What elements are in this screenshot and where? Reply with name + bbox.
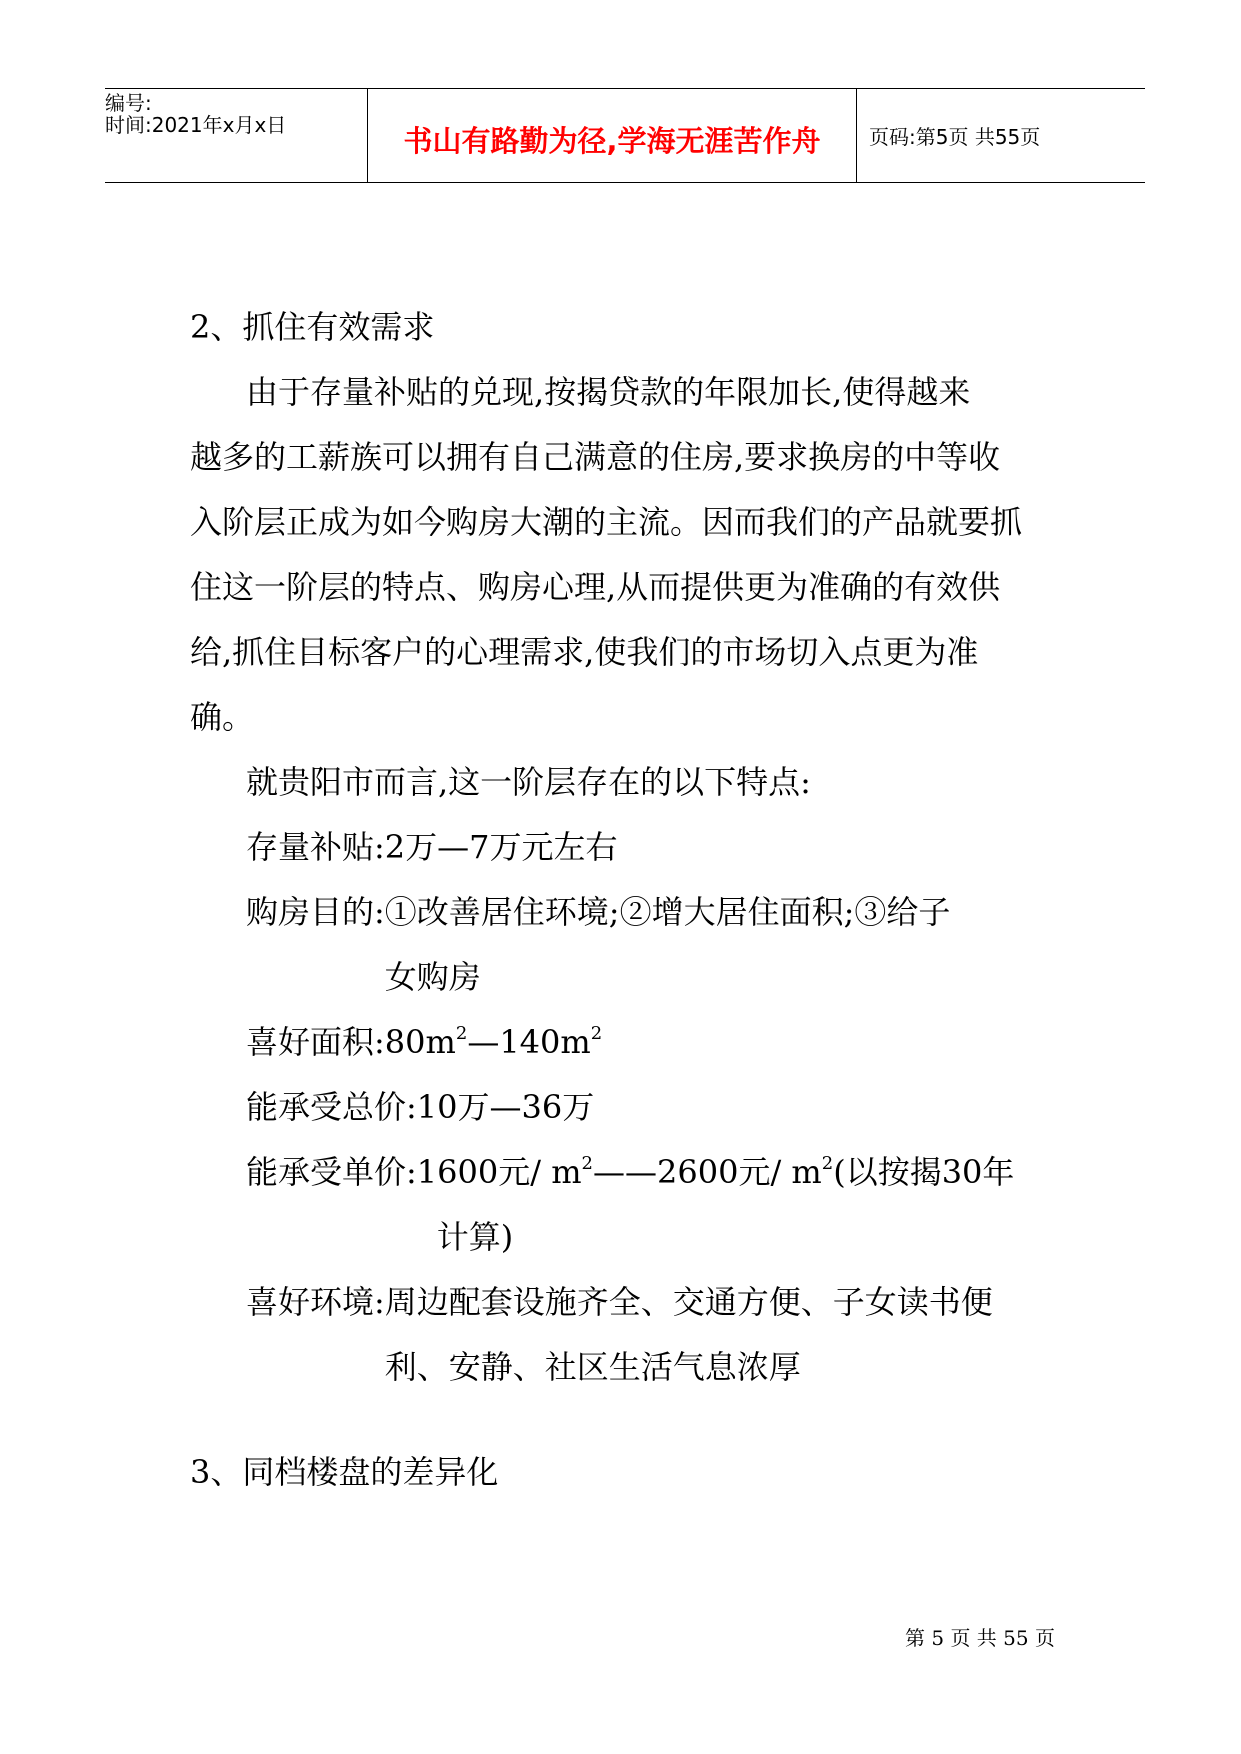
paragraph-line: 入阶层正成为如今购房大潮的主流。因而我们的产品就要抓 (190, 503, 1023, 541)
unit-price-line1 (417, 1140, 1070, 1205)
unit-price-part2: ——2600元/ m (593, 1153, 822, 1191)
purpose-value-line1: ①改善居住环境;②增大居住面积;③给子 (384, 893, 951, 931)
paragraph-line: 越多的工薪族可以拥有自己满意的住房,要求换房的中等收 (190, 438, 1001, 476)
area-superscript: 2 (455, 1023, 468, 1044)
purpose-item (190, 880, 1070, 1010)
subsidy-item (190, 815, 1070, 880)
section-2-heading: 2、抓住有效需求 (190, 308, 435, 346)
environment-value-line2: 利、安静、社区生活气息浓厚 (384, 1348, 801, 1386)
total-price-item (190, 1075, 1070, 1140)
area-item (190, 1010, 1070, 1075)
purpose-value-line2: 女购房 (384, 958, 481, 996)
paragraph-line: 由于存量补贴的兑现,按揭贷款的年限加长,使得越来 (246, 373, 971, 411)
unit-price-label: 能承受单价: (246, 1153, 417, 1191)
header-motto-cell (367, 89, 857, 182)
environment-item (190, 1270, 1070, 1400)
subsidy-label: 存量补贴: (246, 828, 385, 866)
header-motto: 书山有路勤为径,学海无涯苦作舟 (403, 124, 821, 158)
page-footer: 第 5 页 共 55 页 (905, 1626, 1055, 1650)
header-page-info: 页码:第5页 共55页 (869, 125, 1041, 149)
unit-price-item (190, 1140, 1070, 1270)
subsidy-value: 2万—7万元左右 (384, 828, 618, 866)
paragraph-line: 给,抓住目标客户的心理需求,使我们的市场切入点更为准 (190, 633, 979, 671)
header-page-cell (857, 89, 1145, 182)
area-value-part2: —140m (467, 1023, 591, 1061)
area-value-part1: 80m (384, 1023, 456, 1061)
unit-superscript: 2 (821, 1153, 834, 1174)
page-header (105, 88, 1145, 183)
unit-price-part3: (以按揭30年 (833, 1153, 1015, 1191)
unit-superscript: 2 (581, 1153, 593, 1174)
environment-label: 喜好环境: (246, 1283, 385, 1321)
document-number-label: 编号: (105, 91, 152, 115)
paragraph-line: 住这一阶层的特点、购房心理,从而提供更为准确的有效供 (190, 568, 1001, 606)
unit-price-part1: 1600元/ m (416, 1153, 582, 1191)
section-spacer (190, 1400, 1070, 1440)
header-meta (105, 89, 367, 182)
document-body (190, 295, 1070, 1505)
area-label: 喜好面积: (246, 1023, 385, 1061)
total-price-value: 10万—36万 (416, 1088, 595, 1126)
unit-price-line2: 计算) (436, 1218, 514, 1256)
purpose-label: 购房目的: (246, 893, 385, 931)
features-intro: 就贵阳市而言,这一阶层存在的以下特点: (246, 763, 811, 801)
environment-value-line1: 周边配套设施齐全、交通方便、子女读书便 (384, 1283, 993, 1321)
area-superscript: 2 (590, 1023, 603, 1044)
document-time-label: 时间:2021年x月x日 (105, 113, 287, 137)
paragraph-line: 确。 (190, 698, 255, 736)
section-3-heading: 3、同档楼盘的差异化 (190, 1453, 499, 1491)
total-price-label: 能承受总价: (246, 1088, 417, 1126)
